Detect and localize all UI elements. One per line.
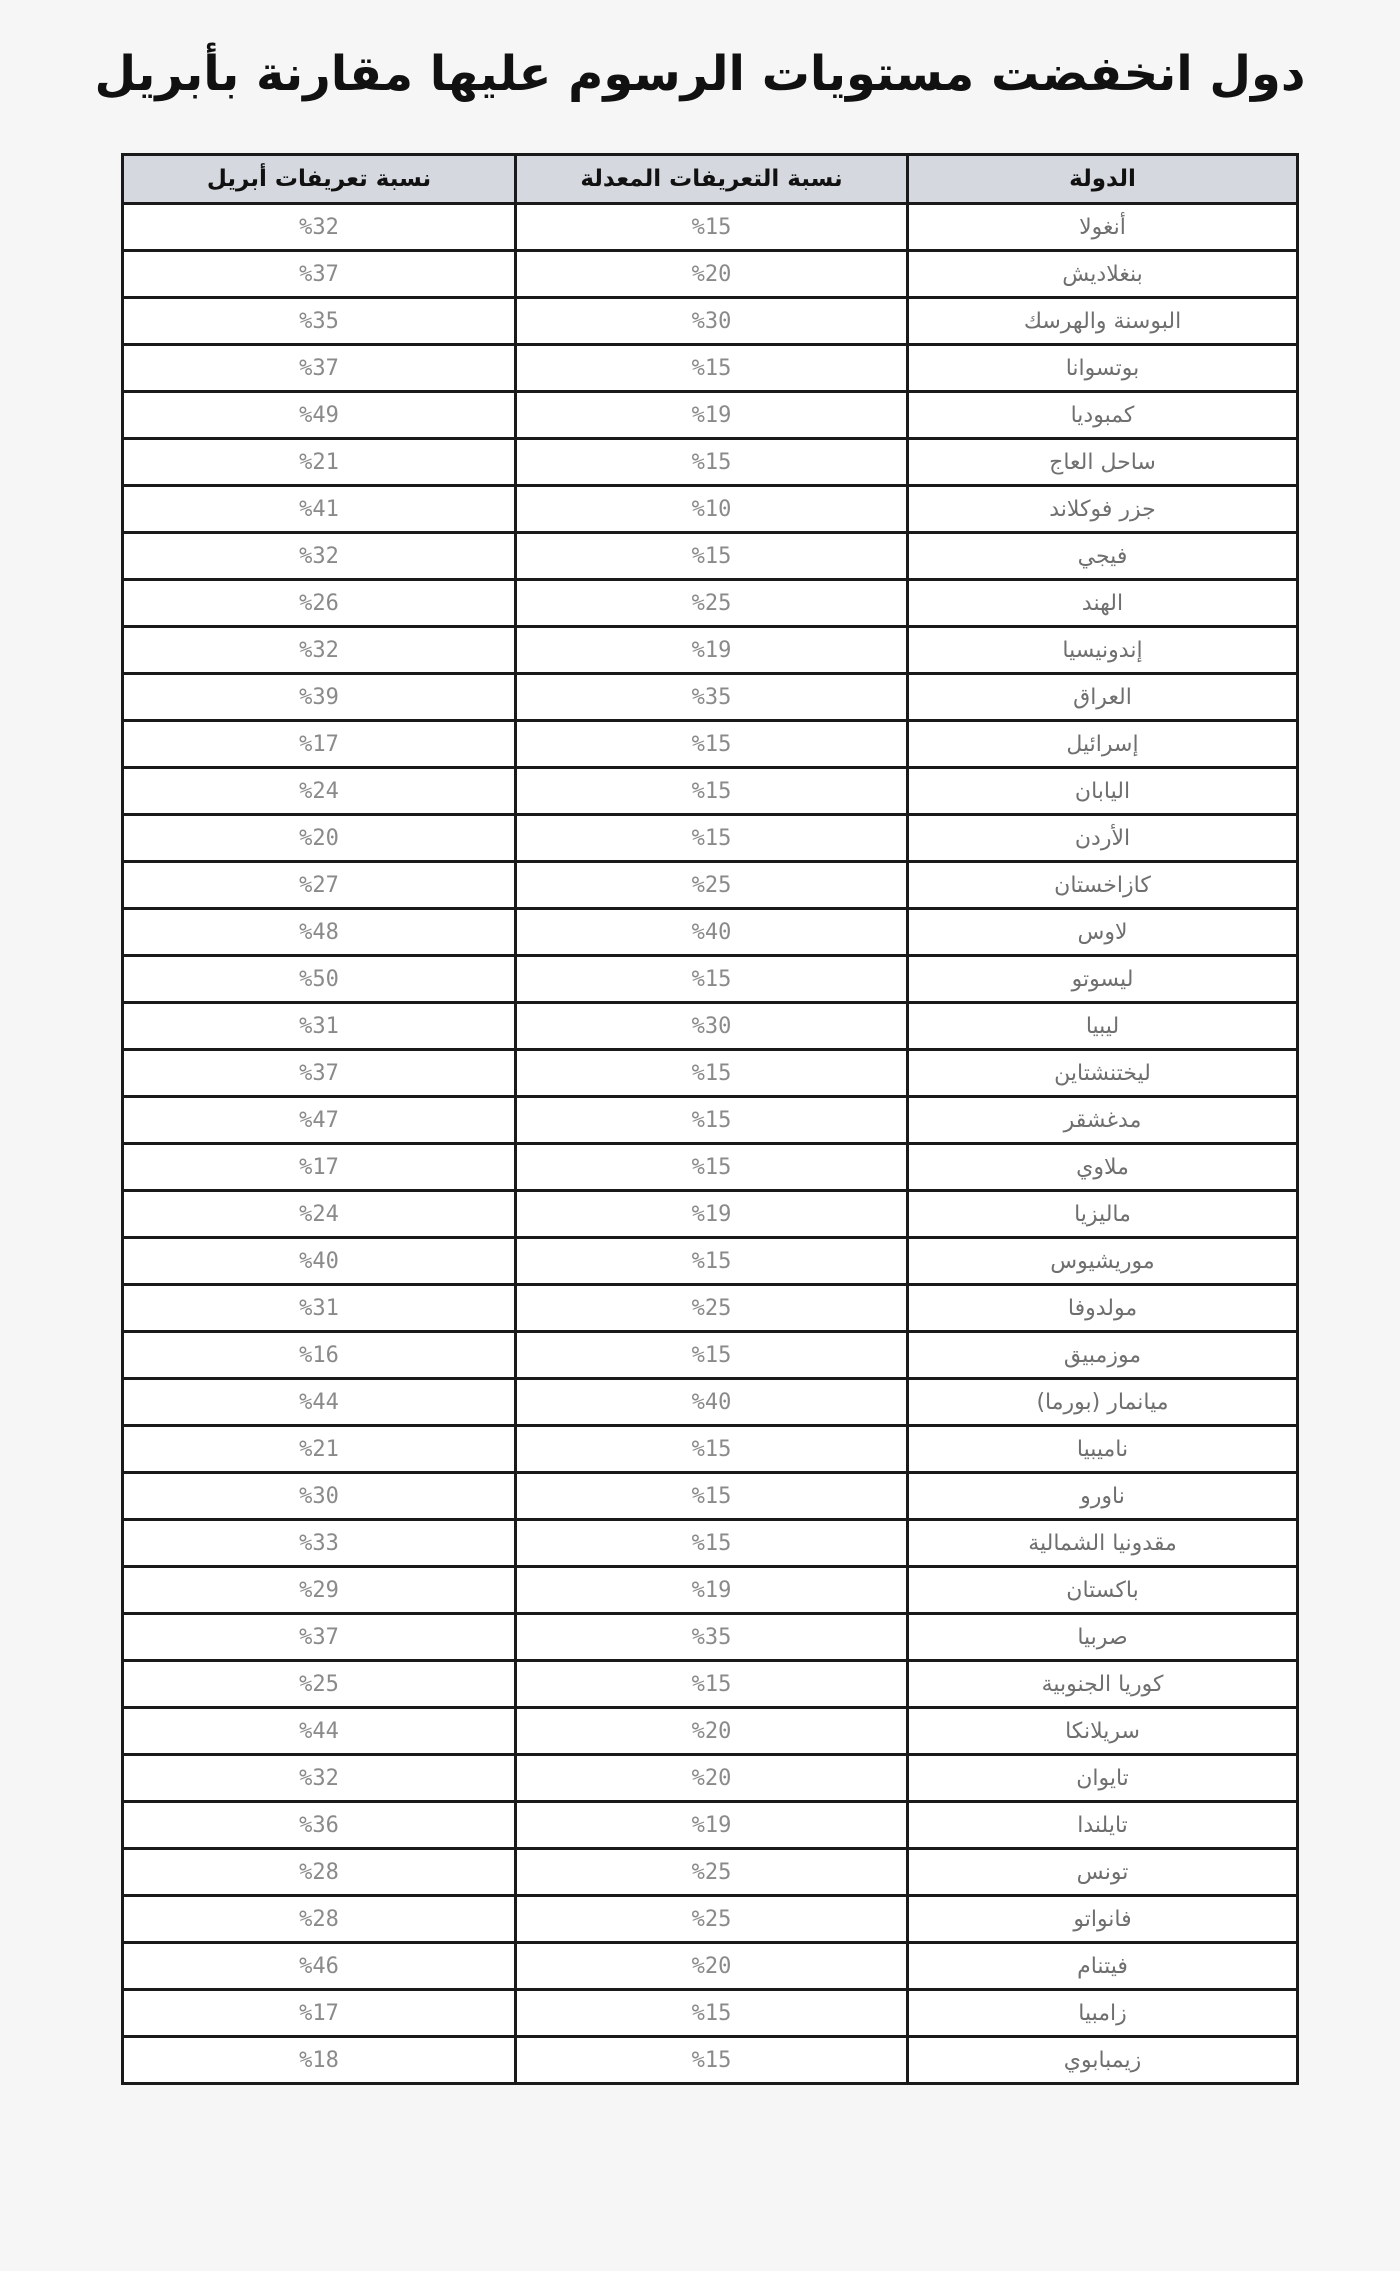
cell-adjusted-rate: %19	[516, 627, 908, 674]
header-april-rate: نسبة تعريفات أبريل	[123, 155, 516, 204]
cell-adjusted-rate: %15	[516, 1426, 908, 1473]
cell-country: ناورو	[908, 1473, 1298, 1520]
table-row	[123, 1661, 1298, 1708]
table-row	[123, 439, 1298, 486]
cell-adjusted-rate: %20	[516, 251, 908, 298]
tariff-table-container	[121, 153, 1296, 2085]
cell-adjusted-rate: %15	[516, 1661, 908, 1708]
cell-april-rate: %49	[123, 392, 516, 439]
cell-april-rate: %18	[123, 2037, 516, 2084]
cell-country: ليسوتو	[908, 956, 1298, 1003]
cell-adjusted-rate: %35	[516, 674, 908, 721]
cell-adjusted-rate: %25	[516, 1285, 908, 1332]
cell-april-rate: %32	[123, 627, 516, 674]
cell-adjusted-rate: %25	[516, 862, 908, 909]
table-row	[123, 580, 1298, 627]
table-row	[123, 862, 1298, 909]
table-row	[123, 1520, 1298, 1567]
tariff-table	[121, 153, 1299, 2085]
cell-adjusted-rate: %15	[516, 1238, 908, 1285]
table-row	[123, 1567, 1298, 1614]
cell-april-rate: %24	[123, 768, 516, 815]
cell-country: إندونيسيا	[908, 627, 1298, 674]
table-row	[123, 1426, 1298, 1473]
cell-country: موريشيوس	[908, 1238, 1298, 1285]
cell-april-rate: %46	[123, 1943, 516, 1990]
cell-april-rate: %36	[123, 1802, 516, 1849]
cell-april-rate: %25	[123, 1661, 516, 1708]
cell-country: فانواتو	[908, 1896, 1298, 1943]
cell-april-rate: %48	[123, 909, 516, 956]
cell-adjusted-rate: %40	[516, 909, 908, 956]
cell-april-rate: %32	[123, 533, 516, 580]
cell-april-rate: %40	[123, 1238, 516, 1285]
cell-april-rate: %44	[123, 1379, 516, 1426]
cell-april-rate: %50	[123, 956, 516, 1003]
cell-adjusted-rate: %15	[516, 439, 908, 486]
cell-adjusted-rate: %15	[516, 1050, 908, 1097]
cell-adjusted-rate: %15	[516, 1473, 908, 1520]
cell-april-rate: %30	[123, 1473, 516, 1520]
page-title: دول انخفضت مستويات الرسوم عليها مقارنة بأبريل	[94, 46, 1306, 102]
table-row	[123, 1003, 1298, 1050]
cell-country: مولدوفا	[908, 1285, 1298, 1332]
table-row	[123, 1755, 1298, 1802]
table-row	[123, 1802, 1298, 1849]
table-row	[123, 1097, 1298, 1144]
cell-country: بنغلاديش	[908, 251, 1298, 298]
table-row	[123, 1050, 1298, 1097]
cell-adjusted-rate: %15	[516, 345, 908, 392]
cell-april-rate: %44	[123, 1708, 516, 1755]
cell-april-rate: %37	[123, 345, 516, 392]
cell-country: ملاوي	[908, 1144, 1298, 1191]
cell-adjusted-rate: %15	[516, 2037, 908, 2084]
cell-country: ماليزيا	[908, 1191, 1298, 1238]
cell-april-rate: %17	[123, 1990, 516, 2037]
cell-april-rate: %24	[123, 1191, 516, 1238]
table-row	[123, 815, 1298, 862]
table-row	[123, 1990, 1298, 2037]
cell-adjusted-rate: %15	[516, 1520, 908, 1567]
table-row	[123, 533, 1298, 580]
cell-country: الأردن	[908, 815, 1298, 862]
cell-adjusted-rate: %15	[516, 815, 908, 862]
cell-country: موزمبيق	[908, 1332, 1298, 1379]
table-row	[123, 768, 1298, 815]
cell-country: ميانمار (بورما)	[908, 1379, 1298, 1426]
table-row	[123, 627, 1298, 674]
cell-country: مقدونيا الشمالية	[908, 1520, 1298, 1567]
cell-country: تايوان	[908, 1755, 1298, 1802]
table-row	[123, 204, 1298, 251]
table-row	[123, 392, 1298, 439]
header-country: الدولة	[908, 155, 1298, 204]
cell-april-rate: %28	[123, 1849, 516, 1896]
cell-adjusted-rate: %10	[516, 486, 908, 533]
cell-country: بوتسوانا	[908, 345, 1298, 392]
cell-april-rate: %21	[123, 1426, 516, 1473]
cell-april-rate: %39	[123, 674, 516, 721]
cell-country: العراق	[908, 674, 1298, 721]
cell-adjusted-rate: %25	[516, 580, 908, 627]
cell-april-rate: %32	[123, 204, 516, 251]
table-row	[123, 1332, 1298, 1379]
cell-adjusted-rate: %25	[516, 1896, 908, 1943]
table-row	[123, 1849, 1298, 1896]
cell-adjusted-rate: %15	[516, 768, 908, 815]
table-row	[123, 1614, 1298, 1661]
cell-april-rate: %37	[123, 1050, 516, 1097]
table-row	[123, 1238, 1298, 1285]
cell-country: زيمبابوي	[908, 2037, 1298, 2084]
cell-country: سريلانكا	[908, 1708, 1298, 1755]
cell-country: باكستان	[908, 1567, 1298, 1614]
cell-country: تايلندا	[908, 1802, 1298, 1849]
cell-country: أنغولا	[908, 204, 1298, 251]
cell-country: ليبيا	[908, 1003, 1298, 1050]
cell-country: فيتنام	[908, 1943, 1298, 1990]
cell-april-rate: %17	[123, 721, 516, 768]
cell-country: إسرائيل	[908, 721, 1298, 768]
cell-adjusted-rate: %19	[516, 392, 908, 439]
table-row	[123, 251, 1298, 298]
cell-april-rate: %21	[123, 439, 516, 486]
header-adjusted-rate: نسبة التعريفات المعدلة	[516, 155, 908, 204]
cell-adjusted-rate: %30	[516, 1003, 908, 1050]
cell-april-rate: %28	[123, 1896, 516, 1943]
cell-april-rate: %20	[123, 815, 516, 862]
cell-country: البوسنة والهرسك	[908, 298, 1298, 345]
table-row	[123, 1708, 1298, 1755]
cell-country: لاوس	[908, 909, 1298, 956]
cell-april-rate: %32	[123, 1755, 516, 1802]
cell-adjusted-rate: %30	[516, 298, 908, 345]
cell-adjusted-rate: %15	[516, 1097, 908, 1144]
cell-april-rate: %16	[123, 1332, 516, 1379]
cell-adjusted-rate: %40	[516, 1379, 908, 1426]
cell-country: صربيا	[908, 1614, 1298, 1661]
cell-april-rate: %37	[123, 1614, 516, 1661]
cell-april-rate: %27	[123, 862, 516, 909]
cell-april-rate: %47	[123, 1097, 516, 1144]
cell-country: كازاخستان	[908, 862, 1298, 909]
cell-april-rate: %31	[123, 1285, 516, 1332]
cell-country: زامبيا	[908, 1990, 1298, 2037]
table-row	[123, 298, 1298, 345]
cell-april-rate: %17	[123, 1144, 516, 1191]
table-row	[123, 1191, 1298, 1238]
table-row	[123, 721, 1298, 768]
cell-april-rate: %29	[123, 1567, 516, 1614]
cell-country: ناميبيا	[908, 1426, 1298, 1473]
cell-country: اليابان	[908, 768, 1298, 815]
cell-adjusted-rate: %19	[516, 1567, 908, 1614]
cell-april-rate: %31	[123, 1003, 516, 1050]
table-row	[123, 1473, 1298, 1520]
table-row	[123, 345, 1298, 392]
cell-country: كوريا الجنوبية	[908, 1661, 1298, 1708]
table-row	[123, 2037, 1298, 2084]
cell-country: جزر فوكلاند	[908, 486, 1298, 533]
cell-adjusted-rate: %15	[516, 1332, 908, 1379]
cell-adjusted-rate: %15	[516, 721, 908, 768]
cell-adjusted-rate: %15	[516, 956, 908, 1003]
cell-adjusted-rate: %15	[516, 533, 908, 580]
cell-adjusted-rate: %25	[516, 1849, 908, 1896]
cell-adjusted-rate: %35	[516, 1614, 908, 1661]
cell-april-rate: %41	[123, 486, 516, 533]
cell-adjusted-rate: %20	[516, 1943, 908, 1990]
cell-country: ليختنشتاين	[908, 1050, 1298, 1097]
cell-april-rate: %33	[123, 1520, 516, 1567]
table-row	[123, 909, 1298, 956]
table-row	[123, 486, 1298, 533]
cell-country: الهند	[908, 580, 1298, 627]
table-row	[123, 1379, 1298, 1426]
table-row	[123, 1943, 1298, 1990]
cell-april-rate: %35	[123, 298, 516, 345]
cell-april-rate: %37	[123, 251, 516, 298]
cell-adjusted-rate: %20	[516, 1708, 908, 1755]
cell-country: فيجي	[908, 533, 1298, 580]
table-row	[123, 1285, 1298, 1332]
cell-adjusted-rate: %15	[516, 204, 908, 251]
cell-country: تونس	[908, 1849, 1298, 1896]
cell-adjusted-rate: %20	[516, 1755, 908, 1802]
table-header-row	[123, 155, 1298, 204]
cell-country: ساحل العاج	[908, 439, 1298, 486]
table-row	[123, 674, 1298, 721]
table-row	[123, 1144, 1298, 1191]
cell-adjusted-rate: %15	[516, 1144, 908, 1191]
table-row	[123, 956, 1298, 1003]
table-body	[123, 204, 1298, 2084]
cell-adjusted-rate: %19	[516, 1191, 908, 1238]
cell-april-rate: %26	[123, 580, 516, 627]
cell-adjusted-rate: %19	[516, 1802, 908, 1849]
cell-country: كمبوديا	[908, 392, 1298, 439]
table-row	[123, 1896, 1298, 1943]
cell-country: مدغشقر	[908, 1097, 1298, 1144]
cell-adjusted-rate: %15	[516, 1990, 908, 2037]
